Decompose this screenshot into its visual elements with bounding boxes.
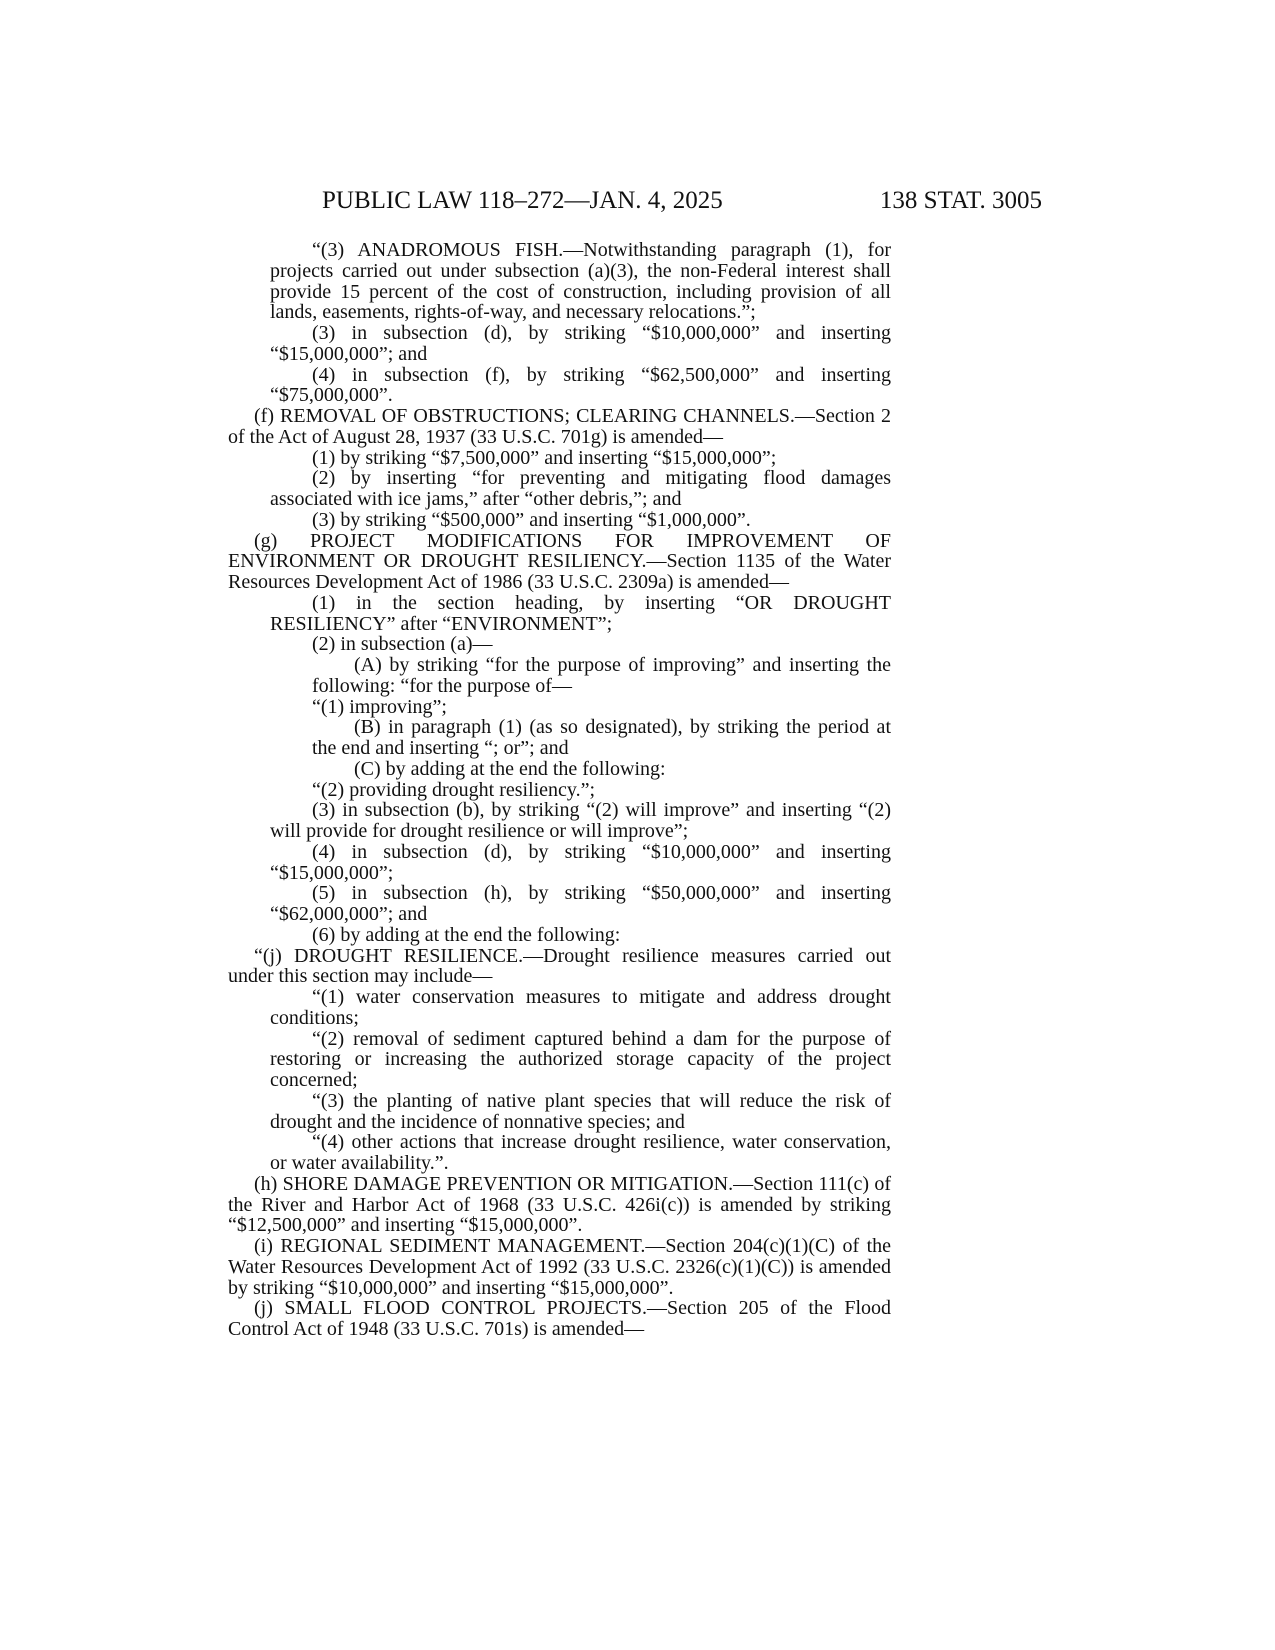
paragraph: (f) REMOVAL OF OBSTRUCTIONS; CLEARING CHANNELS.—Section 2 of the Act of August 28, 1937 (33 U.S.C. 701g) is amended— — [228, 405, 891, 448]
paragraph: “(j) DROUGHT RESILIENCE.—Drought resilience measures carried out under this section may include— — [228, 944, 891, 988]
paragraph: (B) in paragraph (1) (as so designated), by striking the period at the end and inserting “; or”; and — [312, 716, 891, 759]
paragraph: (h) SHORE DAMAGE PREVENTION OR MITIGATION.—Section 111(c) of the River and Harbor Act of 1968 (33 U.S.C. 426i(c)) is amended by striking “$12,500,000” and inserting “$15,000,000”. — [228, 1172, 891, 1237]
paragraph: (i) REGIONAL SEDIMENT MANAGEMENT.—Section 204(c)(1)(C) of the Water Resources Development Act of 1992 (33 U.S.C. 2326(c)(1)(C)) is amended by striking “$10,000,000” and inserting “$15,000,000”. — [228, 1235, 891, 1299]
paragraph: (4) in subsection (d), by striking “$10,000,000” and inserting “$15,000,000”; — [270, 840, 891, 884]
paragraph: (6) by adding at the end the following: — [312, 923, 621, 946]
paragraph: (g) PROJECT MODIFICATIONS FOR IMPROVEMENT OF ENVIRONMENT OR DROUGHT RESILIENCY.—Section 1135 of the Water Resources Development Act of 1986 (33 U.S.C. 2309a) is amended— — [228, 529, 891, 593]
paragraph: “(2) providing drought resiliency.”; — [312, 778, 596, 801]
paragraph: “(3) the planting of native plant species that will reduce the risk of drought and the incidence of nonnative species; and — [270, 1089, 891, 1133]
paragraph: (3) in subsection (d), by striking “$10,000,000” and inserting “$15,000,000”; and — [270, 322, 891, 365]
paragraph: “(1) water conservation measures to mitigate and address drought conditions; — [270, 986, 891, 1029]
paragraph: (j) SMALL FLOOD CONTROL PROJECTS.—Section 205 of the Flood Control Act of 1948 (33 U.S.C. 701s) is amended— — [228, 1297, 891, 1340]
paragraph: “(1) improving”; — [312, 695, 447, 718]
paragraph: (3) in subsection (b), by striking “(2) will improve” and inserting “(2) will provide for drought resilience or will improve”; — [270, 799, 891, 842]
paragraph: (A) by striking “for the purpose of improving” and inserting the following: “for the purpose of— — [312, 654, 891, 697]
paragraph: (5) in subsection (h), by striking “$50,000,000” and inserting “$62,000,000”; and — [270, 882, 891, 925]
paragraph: (C) by adding at the end the following: — [354, 757, 666, 780]
paragraph: “(3) ANADROMOUS FISH.—Notwithstanding paragraph (1), for projects carried out under subsection (a)(3), the non-Federal interest shall provide 15 percent of the cost of construction, including provision of all lands, easements, rights-of-way, and necessary relocations.”; — [270, 239, 891, 324]
header-title: PUBLIC LAW 118–272—JAN. 4, 2025 — [322, 187, 723, 214]
paragraph: “(2) removal of sediment captured behind a dam for the purpose of restoring or increasing the authorized storage capacity of the project concerned; — [270, 1027, 891, 1091]
paragraph: (4) in subsection (f), by striking “$62,500,000” and inserting “$75,000,000”. — [270, 363, 891, 407]
paragraph: (2) in subsection (a)— — [312, 633, 493, 656]
paragraph: (1) in the section heading, by inserting “OR DROUGHT RESILIENCY” after “ENVIRONMENT”; — [270, 591, 891, 635]
paragraph: (3) by striking “$500,000” and inserting “$1,000,000”. — [312, 508, 751, 531]
paragraph: (2) by inserting “for preventing and mitigating flood damages associated with ice jams,” after “other debris,”; and — [270, 467, 891, 510]
running-header — [322, 184, 1042, 218]
paragraph: (1) by striking “$7,500,000” and inserting “$15,000,000”; — [312, 446, 777, 469]
paragraph: “(4) other actions that increase drought resilience, water conservation, or water availability.”. — [270, 1131, 891, 1174]
document-body — [228, 240, 891, 1340]
header-stat-page: 138 STAT. 3005 — [879, 187, 1042, 214]
